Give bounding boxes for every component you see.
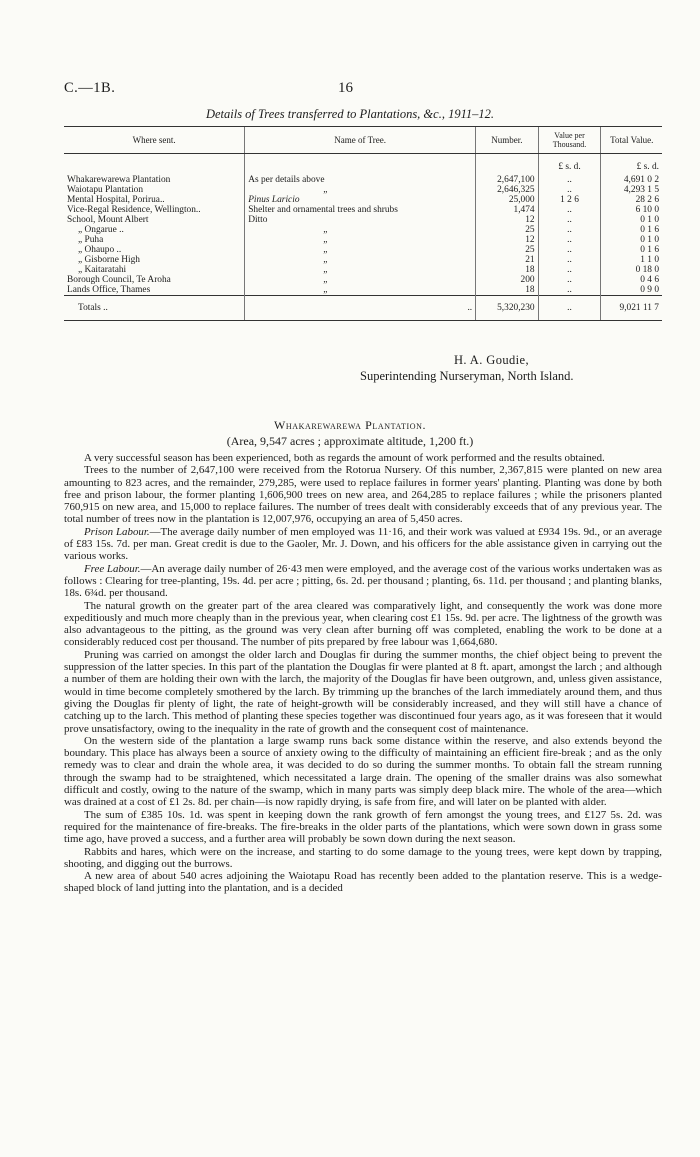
cell-total-value: 0 4 6 bbox=[601, 275, 662, 285]
section-title: Whakarewarewa Plantation. bbox=[273, 418, 427, 432]
cell-total-value: 28 2 6 bbox=[601, 195, 662, 205]
table-body bbox=[64, 154, 662, 296]
unit-value-per-thousand: £ s. d. bbox=[538, 154, 601, 176]
table-row bbox=[64, 255, 662, 265]
signature-block bbox=[360, 352, 574, 384]
paragraph-text: A new area of about 540 acres adjoining the Waiotapu Road has recently been added to the plantation reserve. This is a wedge-shaped block of land jutting into the plantation, and is a decided bbox=[64, 870, 662, 895]
cell-total-value: 0 9 0 bbox=[601, 285, 662, 296]
paragraph bbox=[64, 870, 662, 895]
table-row bbox=[64, 285, 662, 296]
paragraph bbox=[64, 809, 662, 846]
cell-total-value: 0 1 6 bbox=[601, 225, 662, 235]
cell-value-per-thousand: .. bbox=[538, 285, 601, 296]
cell-where-sent: Waiotapu Plantation bbox=[67, 185, 144, 195]
cell-tree-name: „ bbox=[245, 235, 476, 245]
cell-number: 25 bbox=[476, 245, 538, 255]
totals-row bbox=[64, 296, 662, 321]
cell-value-per-thousand: 1 2 6 bbox=[538, 195, 601, 205]
report-body bbox=[64, 452, 662, 895]
paragraph bbox=[64, 452, 662, 464]
cell-value-per-thousand: .. bbox=[538, 275, 601, 285]
totals-number: 5,320,230 bbox=[476, 296, 538, 321]
cell-tree-name: Pinus Laricio bbox=[245, 195, 476, 205]
totals-total: 9,021 11 7 bbox=[601, 296, 662, 321]
table-row bbox=[64, 175, 662, 185]
totals-name: .. bbox=[245, 296, 476, 321]
paragraph-text: On the western side of the plantation a large swamp runs back some distance within the reserve, and also extends beyond the boundary. This place has always been a source of anxiety owing to the difficulty of maintaining an efficient fire-break ; and as the only remedy was to clear and drain the whole area, it was decided to do so during the summer months. To obtain fall the stream running through the swamp had to be straightened, which necessitated a large drain. The opening of the smaller drains was also somewhat difficult and costly, owing to the nature of the swamp, which in many parts was simply deep black mire. The whole of the area—which was drained at a cost of £1 2s. 8d. per chain—is now rapidly drying, is safe from fire, and will later on be planted with alder. bbox=[64, 734, 662, 809]
units-row bbox=[64, 154, 662, 176]
paragraph-text: The sum of £385 10s. 1d. was spent in keeping down the rank growth of fern amongst the young trees, and £127 5s. 2d. was required for the maintenance of fire-breaks. The fire-breaks in the older parts of the plantations, which were sown down in grass some time ago, have proved a success, and a further area will probably be sown down during the next season. bbox=[64, 808, 662, 846]
signatory-title: Superintending Nurseryman, North Island. bbox=[360, 369, 574, 383]
cell-tree-name: „ bbox=[245, 255, 476, 265]
paragraph-text: The natural growth on the greater part of the area cleared was comparatively light, and consequently the work was done more expeditiously and much more cheaply than in the previous year, when clearing cost £1 15s. 9d. per acre. The lightness of the growth was also advantageous to the pitting, as the ground was very clean after burning off was completed, enabling the work to be done at a considerably reduced cost per thousand. The number of pits prepared by free labour was 1,664,680. bbox=[64, 599, 662, 649]
cell-where-sent: „ Kaitaratahi bbox=[78, 265, 127, 275]
cell-tree-name: Shelter and ornamental trees and shrubs bbox=[245, 205, 476, 215]
page-number: 16 bbox=[338, 80, 353, 96]
cell-number: 12 bbox=[476, 235, 538, 245]
cell-tree-name: „ bbox=[245, 225, 476, 235]
paragraph bbox=[64, 846, 662, 871]
table-row bbox=[64, 195, 662, 205]
cell-total-value: 4,293 1 5 bbox=[601, 185, 662, 195]
cell-value-per-thousand: .. bbox=[538, 265, 601, 275]
cell-where-sent: Vice-Regal Residence, Wellington.. bbox=[67, 205, 201, 215]
table-row bbox=[64, 185, 662, 195]
cell-number: 25 bbox=[476, 225, 538, 235]
cell-total-value: 0 18 0 bbox=[601, 265, 662, 275]
paragraph bbox=[64, 600, 662, 649]
cell-tree-name: „ bbox=[245, 245, 476, 255]
col-tree-name: Name of Tree. bbox=[245, 127, 476, 154]
paragraph-text: —The average daily number of men employed was 11·16, and their work was valued at £934 19s. 9d., or an average of £83 15s. 7d. per man. Great credit is due to the Gaoler, Mr. J. Down, and his officers for the able assistance given in carrying out the various works. bbox=[64, 525, 663, 563]
cell-total-value: 0 1 6 bbox=[601, 245, 662, 255]
cell-value-per-thousand: .. bbox=[538, 215, 601, 225]
cell-value-per-thousand: .. bbox=[538, 245, 601, 255]
cell-tree-name: Ditto bbox=[245, 215, 476, 225]
cell-value-per-thousand: .. bbox=[538, 255, 601, 265]
cell-tree-name: As per details above bbox=[245, 175, 476, 185]
table-row bbox=[64, 215, 662, 225]
paragraph bbox=[64, 563, 662, 600]
cell-where-sent: „ Ohaupo .. bbox=[78, 245, 122, 255]
paragraph-text: A very successful season has been experienced, both as regards the amount of work performed and the results obtained. bbox=[84, 452, 605, 464]
trees-transferred-table bbox=[64, 126, 662, 321]
col-where-sent: Where sent. bbox=[64, 127, 245, 154]
section-subtitle: (Area, 9,547 acres ; approximate altitude, 1,200 ft.) bbox=[226, 434, 474, 448]
signatory-name: H. A. Goudie, bbox=[454, 353, 529, 367]
cell-number: 1,474 bbox=[476, 205, 538, 215]
paragraph-lead: Prison Labour. bbox=[84, 525, 150, 538]
totals-label: Totals .. bbox=[64, 296, 245, 321]
paragraph-lead: Free Labour. bbox=[84, 562, 141, 575]
cell-number: 18 bbox=[476, 285, 538, 296]
table-row bbox=[64, 275, 662, 285]
cell-total-value: 1 1 0 bbox=[601, 255, 662, 265]
cell-where-sent: Lands Office, Thames bbox=[67, 285, 151, 295]
paragraph bbox=[64, 735, 662, 809]
cell-where-sent: „ Gisborne High bbox=[78, 255, 140, 265]
paragraph bbox=[64, 464, 662, 525]
cell-value-per-thousand: .. bbox=[538, 175, 601, 185]
col-total-value: Total Value. bbox=[601, 127, 662, 154]
table-caption: Details of Trees transferred to Plantations, &c., 1911–12. bbox=[205, 107, 495, 121]
cell-value-per-thousand: .. bbox=[538, 205, 601, 215]
paragraph-text: Pruning was carried on amongst the older larch and Douglas fir during the summer months, the chief object being to prevent the suppression of the latter species. In this part of the plantation the Douglas fir were planted at 8 ft. apart, amongst the larch ; and although a number of them are holding their own with the larch, the majority of the Douglas fir have been outgrown, and, unless given assistance, would in time become completely smothered by the larch. By trimming up the branches of the larch immediately around them, and thus giving the Douglas fir plenty of light, the rate of height-growth will be considerably increased, and they will still have a chance of catching up to the larch. This method of planting these species together was discontinued four years ago, as it was foreseen that it would prove unsatisfactory, owing to the inequality in the rate of growth and the consequent cost of maintenance. bbox=[64, 648, 662, 735]
table-row bbox=[64, 235, 662, 245]
cell-total-value: 6 10 0 bbox=[601, 205, 662, 215]
cell-total-value: 0 1 0 bbox=[601, 235, 662, 245]
table-header-row bbox=[64, 127, 662, 154]
cell-number: 21 bbox=[476, 255, 538, 265]
cell-number: 25,000 bbox=[476, 195, 538, 205]
cell-tree-name: „ bbox=[245, 285, 476, 296]
totals-value: .. bbox=[538, 296, 601, 321]
paragraph bbox=[64, 526, 662, 563]
cell-number: 12 bbox=[476, 215, 538, 225]
cell-total-value: 0 1 0 bbox=[601, 215, 662, 225]
table-row bbox=[64, 265, 662, 275]
col-number: Number. bbox=[476, 127, 538, 154]
cell-value-per-thousand: .. bbox=[538, 235, 601, 245]
table-row bbox=[64, 245, 662, 255]
paragraph-text: Trees to the number of 2,647,100 were received from the Rotorua Nursery. Of this number, 2,367,815 were planted on new area amounting to 823 acres, and the remainder, 279,285, were used to replace failures in former years' planting. Planting was done by both free and prison labour, the former planting 1,606,900 trees on new area, and 264,285 to replace failures ; while the prisoners planted 760,915 on new area, and 15,000 to replace failures. The number of trees dealt with considerably exceeds that of any previous year. The total number of trees now in the plantation is 12,007,976, occupying an area of 5,450 acres. bbox=[64, 464, 662, 526]
cell-value-per-thousand: .. bbox=[538, 185, 601, 195]
cell-where-sent: „ Ongarue .. bbox=[78, 225, 124, 235]
cell-where-sent: Borough Council, Te Aroha bbox=[67, 275, 171, 285]
col-value-per-thousand: Value per Thousand. bbox=[538, 127, 601, 154]
cell-value-per-thousand: .. bbox=[538, 225, 601, 235]
cell-tree-name: „ bbox=[245, 265, 476, 275]
cell-number: 200 bbox=[476, 275, 538, 285]
cell-total-value: 4,691 0 2 bbox=[601, 175, 662, 185]
cell-number: 2,646,325 bbox=[476, 185, 538, 195]
cell-where-sent: „ Puha bbox=[78, 235, 104, 245]
cell-number: 2,647,100 bbox=[476, 175, 538, 185]
unit-total-value: £ s. d. bbox=[601, 154, 662, 176]
table-row bbox=[64, 225, 662, 235]
paragraph-text: Rabbits and hares, which were on the increase, and starting to do some damage to the young trees, were kept down by trapping, shooting, and digging out the burrows. bbox=[64, 845, 662, 870]
cell-where-sent: Mental Hospital, Porirua.. bbox=[67, 195, 165, 205]
cell-number: 18 bbox=[476, 265, 538, 275]
paragraph bbox=[64, 649, 662, 735]
cell-where-sent: Whakarewarewa Plantation bbox=[67, 175, 171, 185]
page-reference: C.—1B. bbox=[64, 80, 116, 96]
cell-tree-name: „ bbox=[245, 275, 476, 285]
paragraph-text: —An average daily number of 26·43 men were employed, and the average cost of the various works undertaken was as follows : Clearing for tree-planting, 19s. 4d. per acre ; pitting, 6s. 2d. per thousand ; planting, 6s. 11d. per thousand ; and planting blanks, 18s. 6¾d. per thousand. bbox=[64, 562, 662, 600]
cell-where-sent: School, Mount Albert bbox=[67, 215, 149, 225]
cell-tree-name: „ bbox=[245, 185, 476, 195]
table-row bbox=[64, 205, 662, 215]
